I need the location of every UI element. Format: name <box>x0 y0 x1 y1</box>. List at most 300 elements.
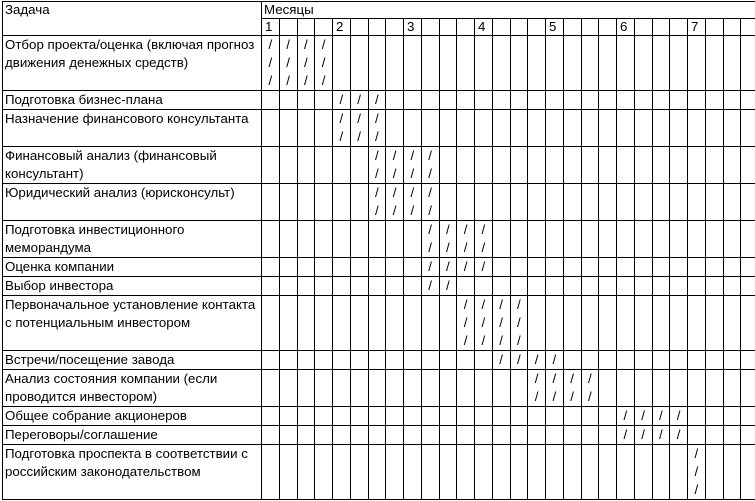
empty-week-cell <box>581 91 599 110</box>
empty-week-cell <box>581 36 599 91</box>
empty-week-cell <box>510 407 528 426</box>
task-label: Отбор проекта/оценка (включая прогноз движения денежных средств) <box>3 36 262 91</box>
empty-week-cell <box>333 258 351 277</box>
empty-week-cell <box>563 184 581 221</box>
task-label: Подготовка инвестиционного меморандума <box>3 221 262 258</box>
empty-week-cell <box>563 445 581 500</box>
empty-week-cell <box>599 370 617 407</box>
scheduled-mark: / / <box>421 184 439 221</box>
empty-week-cell <box>705 277 723 296</box>
empty-week-cell <box>670 36 688 91</box>
empty-week-cell <box>315 258 333 277</box>
scheduled-mark: / / <box>546 370 564 407</box>
empty-week-cell <box>457 407 475 426</box>
empty-week-cell <box>652 370 670 407</box>
project-schedule-table <box>2 1 755 500</box>
empty-week-cell <box>634 296 652 351</box>
empty-week-cell <box>688 296 706 351</box>
empty-week-cell <box>599 351 617 370</box>
empty-week-cell <box>475 184 493 221</box>
empty-week-cell <box>652 147 670 184</box>
empty-week-cell <box>546 445 564 500</box>
task-label: Юридический анализ (юрисконсульт) <box>3 184 262 221</box>
scheduled-mark: / <box>475 258 493 277</box>
task-row <box>3 91 755 110</box>
empty-week-cell <box>315 91 333 110</box>
empty-week-cell <box>350 407 368 426</box>
empty-week-cell <box>279 147 297 184</box>
empty-week-cell <box>599 147 617 184</box>
empty-week-cell <box>688 147 706 184</box>
empty-week-cell <box>386 296 404 351</box>
empty-week-cell <box>546 296 564 351</box>
scheduled-mark: / <box>652 407 670 426</box>
empty-week-cell <box>581 110 599 147</box>
empty-week-cell <box>652 91 670 110</box>
empty-week-cell <box>546 426 564 445</box>
week-header-cell <box>279 19 297 36</box>
empty-week-cell <box>475 110 493 147</box>
empty-week-cell <box>439 351 457 370</box>
empty-week-cell <box>279 258 297 277</box>
empty-week-cell <box>563 258 581 277</box>
task-row <box>3 277 755 296</box>
scheduled-mark: / <box>528 351 546 370</box>
empty-week-cell <box>492 370 510 407</box>
week-header-cell <box>563 19 581 36</box>
empty-week-cell <box>439 184 457 221</box>
scheduled-mark: / / <box>350 110 368 147</box>
empty-week-cell <box>457 147 475 184</box>
empty-week-cell <box>652 445 670 500</box>
task-row <box>3 296 755 351</box>
empty-week-cell <box>386 277 404 296</box>
empty-week-cell <box>563 221 581 258</box>
empty-week-cell <box>581 184 599 221</box>
empty-week-cell <box>350 426 368 445</box>
task-label: Общее собрание акционеров <box>3 407 262 426</box>
empty-week-cell <box>457 445 475 500</box>
empty-week-cell <box>528 36 546 91</box>
empty-week-cell <box>333 184 351 221</box>
empty-week-cell <box>421 426 439 445</box>
scheduled-mark: / / / <box>279 36 297 91</box>
empty-week-cell <box>705 36 723 91</box>
empty-week-cell <box>617 445 635 500</box>
empty-week-cell <box>439 110 457 147</box>
week-header-cell <box>705 19 723 36</box>
empty-week-cell <box>457 110 475 147</box>
empty-week-cell <box>563 147 581 184</box>
empty-week-cell <box>333 426 351 445</box>
empty-week-cell <box>528 221 546 258</box>
empty-week-cell <box>741 296 755 351</box>
task-row <box>3 110 755 147</box>
empty-week-cell <box>439 147 457 184</box>
empty-week-cell <box>581 445 599 500</box>
empty-week-cell <box>510 258 528 277</box>
empty-week-cell <box>528 110 546 147</box>
scheduled-mark: / / <box>404 147 422 184</box>
scheduled-mark: / <box>421 258 439 277</box>
empty-week-cell <box>741 407 755 426</box>
empty-week-cell <box>617 258 635 277</box>
scheduled-mark: / / / <box>262 36 280 91</box>
empty-week-cell <box>279 407 297 426</box>
empty-week-cell <box>563 351 581 370</box>
scheduled-mark: / / <box>386 147 404 184</box>
empty-week-cell <box>563 426 581 445</box>
task-row <box>3 184 755 221</box>
empty-week-cell <box>350 258 368 277</box>
empty-week-cell <box>262 221 280 258</box>
empty-week-cell <box>581 147 599 184</box>
empty-week-cell <box>634 277 652 296</box>
empty-week-cell <box>368 445 386 500</box>
scheduled-mark: / <box>492 351 510 370</box>
empty-week-cell <box>492 184 510 221</box>
empty-week-cell <box>546 277 564 296</box>
week-header-cell <box>297 19 315 36</box>
empty-week-cell <box>492 147 510 184</box>
scheduled-mark: / <box>634 426 652 445</box>
empty-week-cell <box>741 277 755 296</box>
empty-week-cell <box>457 351 475 370</box>
empty-week-cell <box>599 407 617 426</box>
empty-week-cell <box>386 445 404 500</box>
empty-week-cell <box>404 445 422 500</box>
empty-week-cell <box>350 351 368 370</box>
empty-week-cell <box>688 351 706 370</box>
empty-week-cell <box>705 110 723 147</box>
scheduled-mark: / / <box>581 370 599 407</box>
empty-week-cell <box>297 110 315 147</box>
empty-week-cell <box>723 296 741 351</box>
empty-week-cell <box>741 221 755 258</box>
empty-week-cell <box>475 351 493 370</box>
empty-week-cell <box>617 296 635 351</box>
scheduled-mark: / <box>421 277 439 296</box>
empty-week-cell <box>634 184 652 221</box>
empty-week-cell <box>315 351 333 370</box>
empty-week-cell <box>404 110 422 147</box>
empty-week-cell <box>741 184 755 221</box>
task-label: Подготовка бизнес-плана <box>3 91 262 110</box>
empty-week-cell <box>617 370 635 407</box>
empty-week-cell <box>279 296 297 351</box>
week-header-cell <box>528 19 546 36</box>
month-number-2: 2 <box>333 19 351 36</box>
empty-week-cell <box>404 277 422 296</box>
empty-week-cell <box>315 184 333 221</box>
scheduled-mark: / <box>617 426 635 445</box>
scheduled-mark: / <box>634 407 652 426</box>
empty-week-cell <box>617 147 635 184</box>
empty-week-cell <box>368 258 386 277</box>
empty-week-cell <box>723 445 741 500</box>
empty-week-cell <box>723 351 741 370</box>
empty-week-cell <box>279 110 297 147</box>
empty-week-cell <box>581 277 599 296</box>
task-row <box>3 221 755 258</box>
empty-week-cell <box>581 296 599 351</box>
empty-week-cell <box>741 426 755 445</box>
empty-week-cell <box>546 36 564 91</box>
empty-week-cell <box>368 277 386 296</box>
task-row <box>3 370 755 407</box>
empty-week-cell <box>741 36 755 91</box>
empty-week-cell <box>652 277 670 296</box>
empty-week-cell <box>670 351 688 370</box>
scheduled-mark: / <box>350 91 368 110</box>
empty-week-cell <box>652 221 670 258</box>
empty-week-cell <box>705 407 723 426</box>
empty-week-cell <box>617 351 635 370</box>
empty-week-cell <box>333 351 351 370</box>
empty-week-cell <box>368 36 386 91</box>
empty-week-cell <box>262 296 280 351</box>
empty-week-cell <box>528 91 546 110</box>
empty-week-cell <box>475 91 493 110</box>
empty-week-cell <box>599 110 617 147</box>
task-column-header: Задача <box>3 2 262 36</box>
empty-week-cell <box>439 445 457 500</box>
empty-week-cell <box>457 184 475 221</box>
empty-week-cell <box>528 184 546 221</box>
empty-week-cell <box>386 370 404 407</box>
week-header-cell <box>492 19 510 36</box>
empty-week-cell <box>741 147 755 184</box>
empty-week-cell <box>297 445 315 500</box>
scheduled-mark: / <box>368 91 386 110</box>
empty-week-cell <box>652 184 670 221</box>
empty-week-cell <box>723 221 741 258</box>
empty-week-cell <box>262 91 280 110</box>
empty-week-cell <box>652 36 670 91</box>
empty-week-cell <box>670 296 688 351</box>
empty-week-cell <box>546 91 564 110</box>
empty-week-cell <box>546 110 564 147</box>
empty-week-cell <box>705 426 723 445</box>
empty-week-cell <box>386 110 404 147</box>
empty-week-cell <box>563 296 581 351</box>
empty-week-cell <box>315 277 333 296</box>
empty-week-cell <box>421 36 439 91</box>
scheduled-mark: / / <box>563 370 581 407</box>
empty-week-cell <box>492 36 510 91</box>
empty-week-cell <box>297 147 315 184</box>
empty-week-cell <box>386 36 404 91</box>
empty-week-cell <box>634 110 652 147</box>
task-row <box>3 426 755 445</box>
empty-week-cell <box>652 258 670 277</box>
week-header-cell <box>634 19 652 36</box>
empty-week-cell <box>492 258 510 277</box>
week-header-cell <box>741 19 755 36</box>
empty-week-cell <box>705 351 723 370</box>
empty-week-cell <box>279 370 297 407</box>
empty-week-cell <box>333 36 351 91</box>
empty-week-cell <box>368 296 386 351</box>
scheduled-mark: / <box>670 407 688 426</box>
empty-week-cell <box>262 370 280 407</box>
empty-week-cell <box>279 445 297 500</box>
task-row <box>3 407 755 426</box>
week-header-cell <box>652 19 670 36</box>
empty-week-cell <box>617 184 635 221</box>
empty-week-cell <box>546 258 564 277</box>
scheduled-mark: / / / <box>315 36 333 91</box>
empty-week-cell <box>563 277 581 296</box>
empty-week-cell <box>670 258 688 277</box>
empty-week-cell <box>528 445 546 500</box>
scheduled-mark: / / / <box>475 296 493 351</box>
empty-week-cell <box>439 91 457 110</box>
empty-week-cell <box>723 36 741 91</box>
empty-week-cell <box>741 370 755 407</box>
empty-week-cell <box>741 91 755 110</box>
empty-week-cell <box>297 370 315 407</box>
empty-week-cell <box>262 445 280 500</box>
empty-week-cell <box>457 370 475 407</box>
empty-week-cell <box>634 147 652 184</box>
empty-week-cell <box>599 36 617 91</box>
empty-week-cell <box>368 221 386 258</box>
empty-week-cell <box>279 426 297 445</box>
empty-week-cell <box>262 407 280 426</box>
task-label: Подготовка проспекта в соответствии с российским законодательством <box>3 445 262 500</box>
task-row <box>3 147 755 184</box>
empty-week-cell <box>297 296 315 351</box>
empty-week-cell <box>315 110 333 147</box>
empty-week-cell <box>492 426 510 445</box>
empty-week-cell <box>262 110 280 147</box>
scheduled-mark: / / / <box>688 445 706 500</box>
empty-week-cell <box>617 91 635 110</box>
task-row <box>3 351 755 370</box>
empty-week-cell <box>350 445 368 500</box>
week-header-cell <box>439 19 457 36</box>
scheduled-mark: / / <box>386 184 404 221</box>
empty-week-cell <box>670 277 688 296</box>
empty-week-cell <box>386 91 404 110</box>
scheduled-mark: / <box>670 426 688 445</box>
task-label: Назначение финансового консультанта <box>3 110 262 147</box>
empty-week-cell <box>386 221 404 258</box>
month-number-1: 1 <box>262 19 280 36</box>
empty-week-cell <box>688 184 706 221</box>
week-header-cell <box>510 19 528 36</box>
empty-week-cell <box>723 277 741 296</box>
task-label: Финансовый анализ (финансовый консультант) <box>3 147 262 184</box>
empty-week-cell <box>386 407 404 426</box>
week-header-cell <box>581 19 599 36</box>
empty-week-cell <box>652 296 670 351</box>
scheduled-mark: / / / <box>457 296 475 351</box>
task-row <box>3 445 755 500</box>
empty-week-cell <box>741 258 755 277</box>
empty-week-cell <box>439 407 457 426</box>
task-label: Анализ состояния компании (если проводится инвестором) <box>3 370 262 407</box>
empty-week-cell <box>297 351 315 370</box>
empty-week-cell <box>421 370 439 407</box>
empty-week-cell <box>617 36 635 91</box>
scheduled-mark: / / <box>368 184 386 221</box>
empty-week-cell <box>723 110 741 147</box>
empty-week-cell <box>563 110 581 147</box>
scheduled-mark: / / <box>333 110 351 147</box>
header-row-1 <box>3 2 755 19</box>
empty-week-cell <box>634 258 652 277</box>
empty-week-cell <box>475 36 493 91</box>
empty-week-cell <box>599 184 617 221</box>
empty-week-cell <box>350 370 368 407</box>
task-label: Выбор инвестора <box>3 277 262 296</box>
empty-week-cell <box>634 370 652 407</box>
empty-week-cell <box>528 426 546 445</box>
empty-week-cell <box>350 296 368 351</box>
empty-week-cell <box>475 277 493 296</box>
empty-week-cell <box>723 184 741 221</box>
scheduled-mark: / <box>546 351 564 370</box>
empty-week-cell <box>262 351 280 370</box>
empty-week-cell <box>279 221 297 258</box>
empty-week-cell <box>688 221 706 258</box>
empty-week-cell <box>492 91 510 110</box>
empty-week-cell <box>279 277 297 296</box>
empty-week-cell <box>546 147 564 184</box>
empty-week-cell <box>368 351 386 370</box>
week-header-cell <box>368 19 386 36</box>
empty-week-cell <box>510 110 528 147</box>
task-row <box>3 36 755 91</box>
empty-week-cell <box>279 91 297 110</box>
empty-week-cell <box>262 426 280 445</box>
week-header-cell <box>421 19 439 36</box>
empty-week-cell <box>333 370 351 407</box>
week-header-cell <box>315 19 333 36</box>
empty-week-cell <box>705 296 723 351</box>
empty-week-cell <box>315 296 333 351</box>
scheduled-mark: / <box>510 351 528 370</box>
empty-week-cell <box>315 147 333 184</box>
scheduled-mark: / / <box>457 221 475 258</box>
task-row <box>3 258 755 277</box>
empty-week-cell <box>723 91 741 110</box>
task-label: Переговоры/соглашение <box>3 426 262 445</box>
empty-week-cell <box>315 445 333 500</box>
empty-week-cell <box>297 184 315 221</box>
month-number-5: 5 <box>546 19 564 36</box>
scheduled-mark: / <box>652 426 670 445</box>
week-header-cell <box>670 19 688 36</box>
scheduled-mark: / <box>439 258 457 277</box>
empty-week-cell <box>723 147 741 184</box>
empty-week-cell <box>475 426 493 445</box>
empty-week-cell <box>528 277 546 296</box>
empty-week-cell <box>688 426 706 445</box>
empty-week-cell <box>475 407 493 426</box>
scheduled-mark: / / <box>475 221 493 258</box>
empty-week-cell <box>634 445 652 500</box>
empty-week-cell <box>705 184 723 221</box>
empty-week-cell <box>386 258 404 277</box>
week-header-cell <box>350 19 368 36</box>
empty-week-cell <box>563 407 581 426</box>
empty-week-cell <box>386 426 404 445</box>
empty-week-cell <box>404 296 422 351</box>
empty-week-cell <box>404 258 422 277</box>
